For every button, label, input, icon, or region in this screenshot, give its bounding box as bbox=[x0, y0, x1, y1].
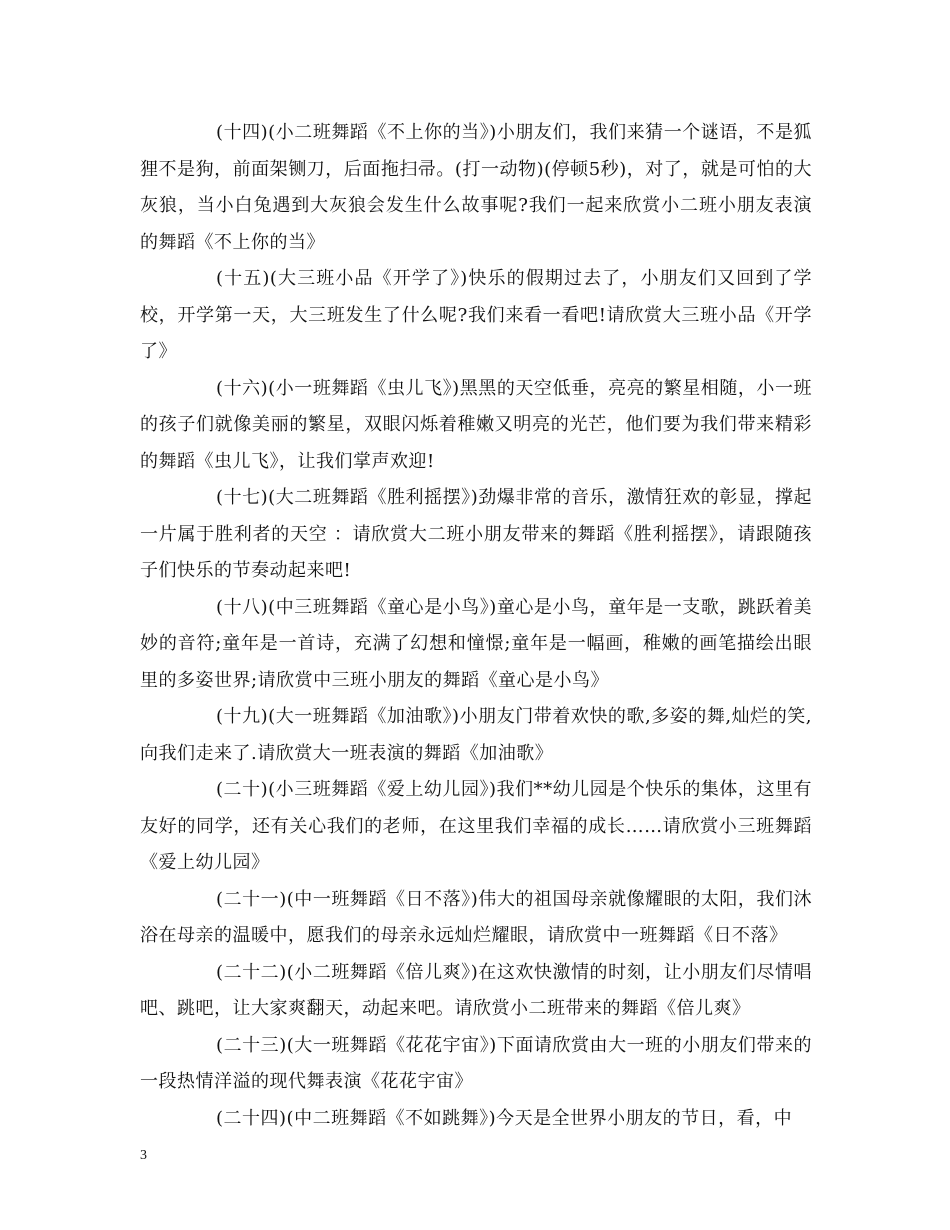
paragraph-15: (十五)(大三班小品《开学了》)快乐的假期过去了，小朋友们又回到了学校，开学第一天，大三班发生了什么呢?我们来看一看吧!请欣赏大三班小品《开学了》 bbox=[140, 268, 812, 362]
document-body bbox=[140, 115, 812, 1137]
paragraph-16: (十六)(小一班舞蹈《虫儿飞》)黑黑的天空低垂，亮亮的繁星相随，小一班的孩子们就像美丽的繁星，双眼闪烁着稚嫩又明亮的光芒，他们要为我们带来精彩的舞蹈《虫儿飞》，让我们掌声欢迎! bbox=[140, 377, 812, 472]
paragraph-18: (十八)(中三班舞蹈《童心是小鸟》)童心是小鸟，童年是一支歌，跳跃着美妙的音符;童年是一首诗，充满了幻想和憧憬;童年是一幅画，稚嫩的画笔描绘出眼里的多姿世界;请欣赏中三班小朋友的舞蹈《童心是小鸟》 bbox=[140, 596, 812, 691]
page-number: 3 bbox=[140, 1148, 147, 1163]
paragraph-14: (十四)(小二班舞蹈《不上你的当》)小朋友们，我们来猜一个谜语，不是狐狸不是狗，前面架铡刀，后面拖扫帚。(打一动物)(停顿5秒)，对了，就是可怕的大灰狼，当小白兔遇到大灰狼会发生什么故事呢?我们一起来欣赏小二班小朋友表演的舞蹈《不上你的当》 bbox=[140, 122, 812, 253]
paragraph-17: (十七)(大二班舞蹈《胜利摇摆》)劲爆非常的音乐，激情狂欢的彰显，撑起一片属于胜利者的天空 ：请欣赏大二班小朋友带来的舞蹈《胜利摇摆》，请跟随孩子们快乐的节奏动起来吧! bbox=[140, 487, 812, 581]
paragraph-19: (十九)(大一班舞蹈《加油歌》)小朋友门带着欢快的歌,多姿的舞,灿烂的笑,向我们走来了.请欣赏大一班表演的舞蹈《加油歌》 bbox=[140, 706, 812, 764]
paragraph-22: (二十二)(小二班舞蹈《倍儿爽》)在这欢快激情的时刻，让小朋友们尽情唱吧、跳吧，让大家爽翻天，动起来吧。请欣赏小二班带来的舞蹈《倍儿爽》 bbox=[140, 961, 812, 1019]
paragraph-20: (二十)(小三班舞蹈《爱上幼儿园》)我们**幼儿园是个快乐的集体，这里有友好的同学，还有关心我们的老师，在这里我们幸福的成长……请欣赏小三班舞蹈《爱上幼儿园》 bbox=[140, 779, 812, 873]
paragraph-24: (二十四)(中二班舞蹈《不如跳舞》)今天是全世界小朋友的节日，看，中 bbox=[216, 1107, 793, 1129]
paragraph-21: (二十一)(中一班舞蹈《日不落》)伟大的祖国母亲就像耀眼的太阳，我们沐浴在母亲的温暖中，愿我们的母亲永远灿烂耀眼，请欣赏中一班舞蹈《日不落》 bbox=[140, 888, 812, 946]
paragraph-23: (二十三)(大一班舞蹈《花花宇宙》)下面请欣赏由大一班的小朋友们带来的一段热情洋溢的现代舞表演《花花宇宙》 bbox=[140, 1034, 812, 1092]
